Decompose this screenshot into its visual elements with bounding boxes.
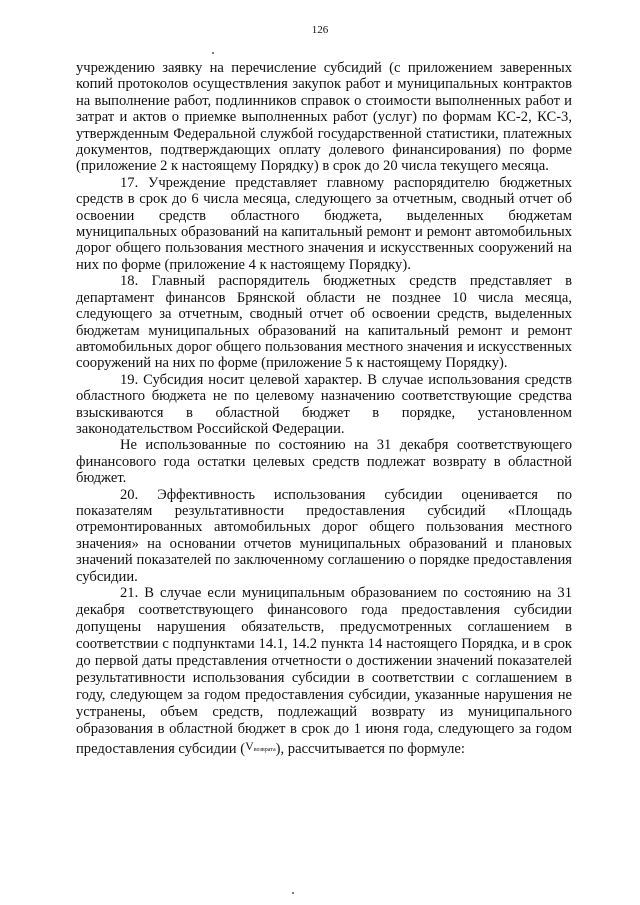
paragraph-continuation: учреждению заявку на перечисление субсидий (с приложением заверенных копий протоколов осуществления закупок работ и муниципальных контрактов на выполнение работ, подлинников справок о стоимости выполненных работ и затрат и актов о приемке выполненных работ (услуг) по формам КС-2, КС-3, утвержденным Федеральной службой государственной статистики, платежных документов, подтверждающих оплату долевого финансирования) по форме (приложение 2 к настоящему Порядку) в срок до 20 числа текущего месяца. — [76, 60, 572, 175]
document-body — [76, 60, 572, 759]
variable-symbol: V — [245, 739, 254, 753]
paragraph-17: 17. Учреждение представляет главному распорядителю бюджетных средств в срок до 6 числа месяца, следующего за отчетным, сводный отчет об освоении средств областного бюджета, выделенных бюджетам муниципальных образований на капитальный ремонт и ремонт автомобильных дорог общего пользования местного значения и искусственных сооружений на них по форме (приложение 4 к настоящему Порядку). — [76, 174, 572, 273]
formula-variable-v-return — [245, 739, 276, 753]
variable-subscript: возврата — [253, 747, 276, 753]
paragraph-19: 19. Субсидия носит целевой характер. В случае использования средств областного бюджета не по целевому назначению соответствующие средства взыскиваются в областной бюджет в порядке, установленном законодательством Российской Федерации. — [76, 371, 572, 437]
paragraph-19-unused-funds: Не использованные по состоянию на 31 декабря соответствующего финансового года остатки целевых средств подлежат возврату в областной бюджет. — [76, 437, 572, 487]
scan-speck — [212, 52, 214, 54]
paragraph-21-ending: ), рассчитывается по формуле: — [275, 741, 465, 757]
paragraph-21 — [76, 585, 572, 759]
page-number: 126 — [311, 24, 329, 36]
paragraph-18: 18. Главный распорядитель бюджетных средств представляет в департамент финансов Брянской области не позднее 10 числа месяца, следующего за отчетным, сводный отчет об освоении средств, выделенных бюджетам муниципальных образований на капитальный ремонт и ремонт автомобильных дорог общего пользования местного значения и искусственных сооружений на них по форме (приложение 5 к настоящему Порядку). — [76, 273, 572, 372]
paragraph-20: 20. Эффективность использования субсидии оценивается по показателям результативности предоставления субсидий «Площадь отремонтированных автомобильных дорог общего пользования местного значения» на основании отчетов муниципальных образований и плановых значений показателей по заключенному соглашению о порядке предоставления субсидии. — [76, 486, 572, 585]
paragraph-21-text: 21. В случае если муниципальным образованием по состоянию на 31 декабря соответствующего финансового года предоставления субсидии допущены нарушения обязательств, предусмотренных соглашением в соответствии с подпунктами 14.1, 14.2 пункта 14 настоящего Порядка, и в срок до первой даты представления отчетности о достижении значений показателей результативности использования субсидии в соответствии с соглашением в году, следующем за годом предоставления субсидии, указанные нарушения не устранены, объем средств, подлежащий возврату из муниципального образования в областной бюджет в срок до 1 июня года, следующего за годом предоставления субсидии ( — [76, 585, 572, 757]
scan-speck — [292, 892, 294, 894]
